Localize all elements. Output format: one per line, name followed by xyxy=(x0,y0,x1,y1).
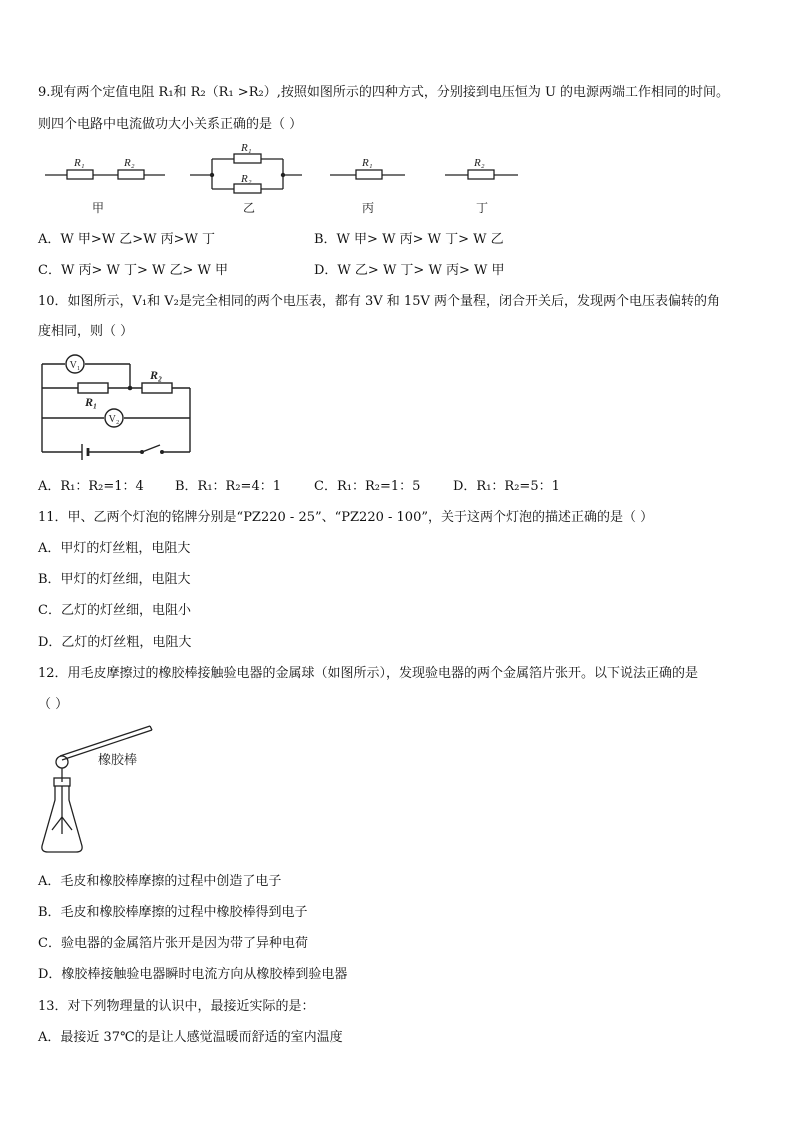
label-r2: R₂ xyxy=(124,157,135,169)
q9-stem-line1: 9.现有两个定值电阻 R₁和 R₂（R₁ >R₂）,按照如图所示的四种方式，分别接到电压恒为 U 的电源两端工作相同的时间。 xyxy=(38,85,730,100)
label-r1: R₁ xyxy=(74,157,85,169)
q10-stem-line2: 度相同，则（ ） xyxy=(38,324,134,339)
q12-option-d: D．橡胶棒接触验电器瞬时电流方向从橡胶棒到验电器 xyxy=(38,967,348,982)
q10-option-b: B．R₁：R₂=4：1 xyxy=(175,479,281,494)
rubber-rod-label: 橡胶棒 xyxy=(98,752,138,767)
q11-option-d: D．乙灯的灯丝粗，电阻大 xyxy=(38,635,192,650)
q12-stem-line1: 12．用毛皮摩擦过的橡胶棒接触验电器的金属球（如图所示），发现验电器的两个金属箔片张开。以下说法正确的是 xyxy=(38,666,699,681)
q12-option-b: B．毛皮和橡胶棒摩擦的过程中橡胶棒得到电子 xyxy=(38,905,308,920)
label-r1: R₁ xyxy=(85,395,98,409)
q9-option-b: B．W 甲> W 丙> W 丁> W 乙 xyxy=(314,232,504,247)
q10-option-a: A．R₁：R₂=1：4 xyxy=(38,479,144,494)
q12-option-c: C．验电器的金属箔片张开是因为带了异种电荷 xyxy=(38,936,308,951)
label-r2: R₂ xyxy=(150,368,163,382)
label-r2: R₂ xyxy=(241,173,252,185)
q13-option-a: A．最接近 37℃的是让人感觉温暖而舒适的室内温度 xyxy=(38,1030,343,1045)
caption-jia: 甲 xyxy=(92,201,105,215)
caption-bing: 丙 xyxy=(362,201,375,215)
q10-stem-line1: 10．如图所示，V₁和 V₂是完全相同的两个电压表，都有 3V 和 15V 两个量程，闭合开关后，发现两个电压表偏转的角 xyxy=(38,294,720,309)
caption-yi: 乙 xyxy=(243,201,256,215)
q10-option-d: D．R₁：R₂=5：1 xyxy=(453,479,560,494)
label-v2: V₂ xyxy=(108,414,120,425)
q12-stem-line2: （ ） xyxy=(38,697,69,712)
q10-circuit-figure xyxy=(38,348,198,468)
label-r1: R₁ xyxy=(241,142,252,154)
q9-option-c: C．W 丙> W 丁> W 乙> W 甲 xyxy=(38,263,228,278)
label-v1: V₁ xyxy=(69,360,81,371)
q9-option-a: A．W 甲>W 乙>W 丙>W 丁 xyxy=(38,232,216,247)
q12-electroscope-figure xyxy=(38,722,198,862)
q12-option-a: A．毛皮和橡胶棒摩擦的过程中创造了电子 xyxy=(38,874,282,889)
q11-option-a: A．甲灯的灯丝粗，电阻大 xyxy=(38,541,191,556)
label-r2: R₂ xyxy=(474,157,485,169)
q11-option-b: B．甲灯的灯丝细，电阻大 xyxy=(38,572,191,587)
q9-option-d: D．W 乙> W 丁> W 丙> W 甲 xyxy=(314,263,505,278)
q13-stem: 13．对下列物理量的认识中，最接近实际的是： xyxy=(38,999,315,1014)
q11-option-c: C．乙灯的灯丝细，电阻小 xyxy=(38,603,191,618)
q10-option-c: C．R₁：R₂=1：5 xyxy=(314,479,421,494)
q9-circuit-figure xyxy=(40,140,530,220)
q9-stem-line2: 则四个电路中电流做功大小关系正确的是（ ） xyxy=(38,117,303,132)
label-r1: R₁ xyxy=(362,157,373,169)
caption-ding: 丁 xyxy=(476,201,489,215)
q11-stem: 11．甲、乙两个灯泡的铭牌分别是“PZ220 - 25”、“PZ220 - 100”，关于这两个灯泡的描述正确的是（ ） xyxy=(38,510,654,525)
